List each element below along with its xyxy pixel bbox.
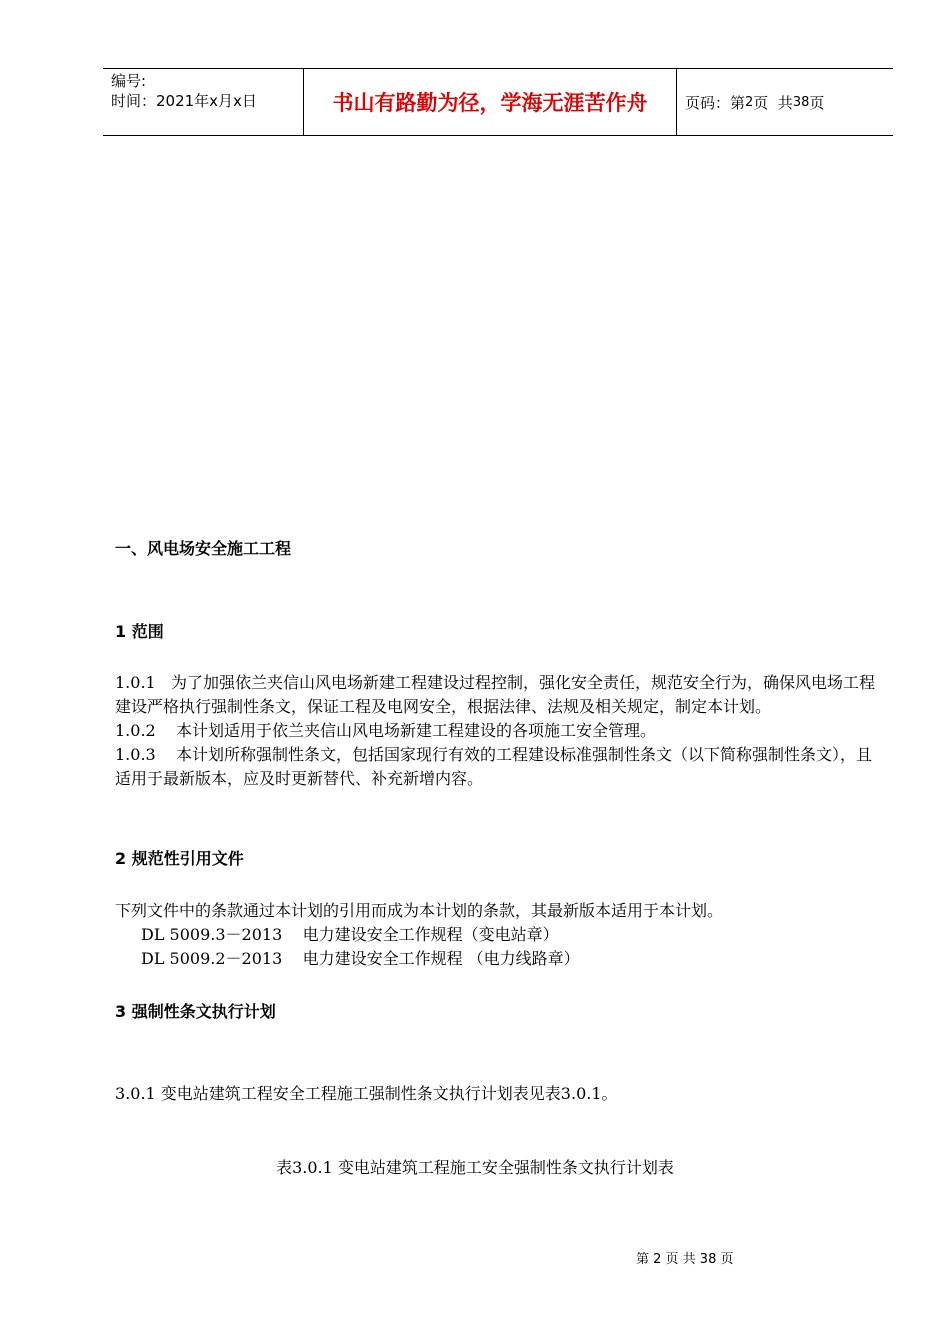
refs-body xyxy=(115,899,885,971)
scope-body xyxy=(115,671,885,791)
plan-para-1: 3.0.1 变电站建筑工程安全工程施工强制性条文执行计划表见表3.0.1。 xyxy=(115,1084,618,1103)
page-total: 38 xyxy=(792,94,810,110)
header-page-info xyxy=(677,69,893,135)
refs-intro: 下列文件中的条款通过本计划的引用而成为本计划的条款，其最新版本适用于本计划。 xyxy=(115,901,724,920)
scope-para-3: 1.0.3 本计划所称强制性条文，包括国家现行有效的工程建设标准强制性条文（以下简称强制性条文），且适用于最新版本，应及时更新替代、补充新增内容。 xyxy=(115,745,873,788)
header-meta xyxy=(103,69,304,135)
page-number: 2 xyxy=(745,94,754,110)
time-label: 时间：2021年x月x日 xyxy=(111,92,257,110)
page-mid: 页 共 xyxy=(753,93,793,112)
plan-title: 3 强制性条文执行计划 xyxy=(115,1002,276,1021)
scope-para-2: 1.0.2 本计划适用于依兰夹信山风电场新建工程建设的各项施工安全管理。 xyxy=(115,721,657,740)
page-header xyxy=(103,68,893,136)
code-label: 编号: xyxy=(111,72,147,90)
section-title: 一、风电场安全施工工程 xyxy=(115,539,292,558)
page-footer: 第 2 页 共 38 页 xyxy=(636,1252,734,1267)
page-end: 页 xyxy=(809,93,825,112)
page-label: 页码：第 xyxy=(685,93,746,112)
refs-title: 2 规范性引用文件 xyxy=(115,849,244,868)
table-caption: 表3.0.1 变电站建筑工程施工安全强制性条文执行计划表 xyxy=(276,1158,674,1177)
scope-title: 1 范围 xyxy=(115,622,164,641)
scope-para-1: 1.0.1 为了加强依兰夹信山风电场新建工程建设过程控制，强化安全责任，规范安全行为，确保风电场工程建设严格执行强制性条文，保证工程及电网安全，根据法律、法规及相关规定，制定本计划。 xyxy=(115,673,875,716)
ref-item: DL 5009.3－2013 电力建设安全工作规程（变电站章） xyxy=(141,925,559,944)
ref-item: DL 5009.2－2013 电力建设安全工作规程 （电力线路章） xyxy=(141,949,580,968)
header-slogan: 书山有路勤为径，学海无涯苦作舟 xyxy=(304,69,677,135)
